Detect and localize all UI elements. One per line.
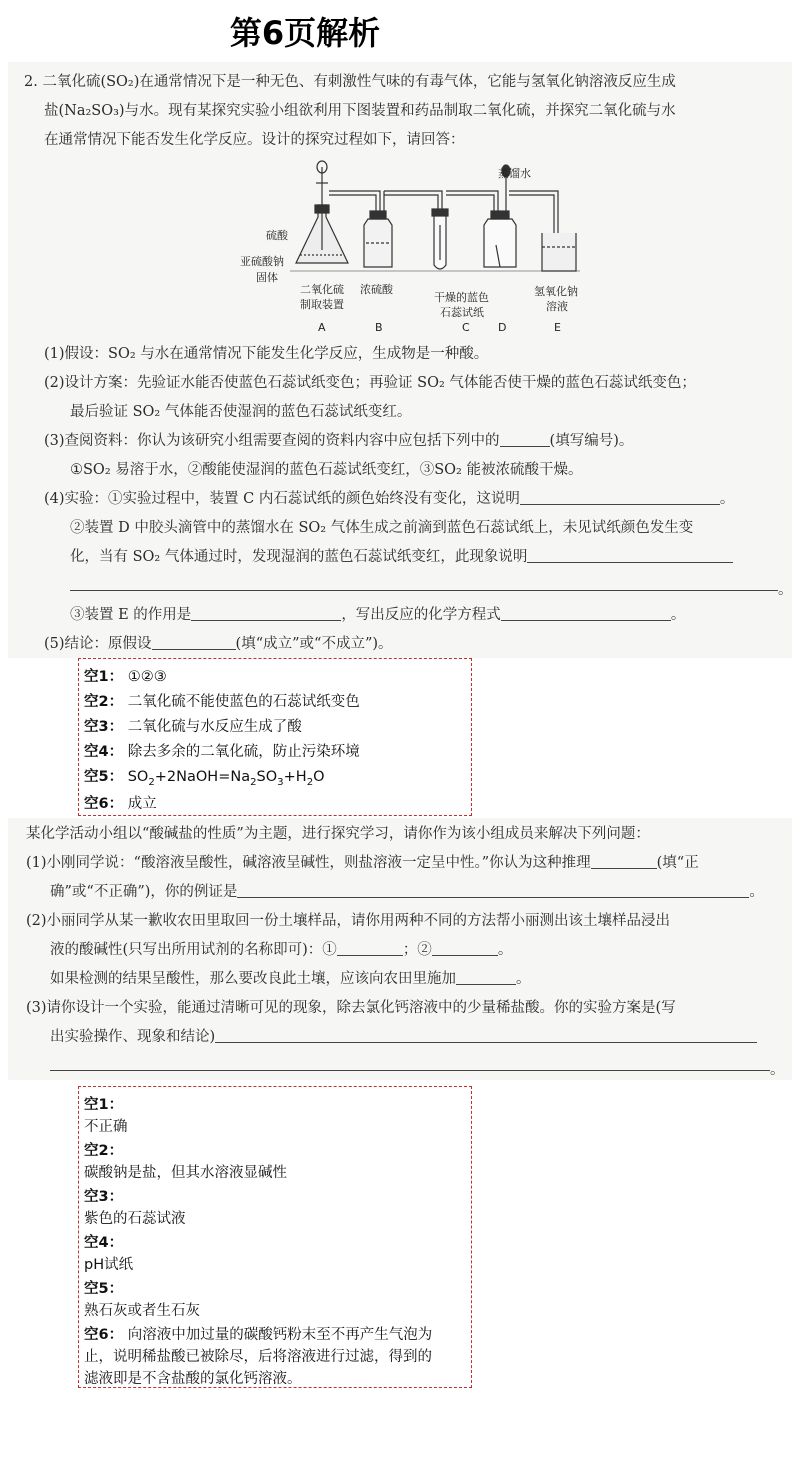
answer-label: 空5： xyxy=(84,769,124,785)
answer-label: 空4： xyxy=(84,1235,124,1251)
q2-part-2c-text: 如果检测的结果呈酸性，那么要改良此土壤，应该向农田里施加 xyxy=(50,971,456,987)
q1-part-3b: ①SO₂ 易溶于水，②酸能使湿润的蓝色石蕊试纸变红，③SO₂ 能被浓硫酸干燥。 xyxy=(70,462,583,478)
q2-intro: 某化学活动小组以“酸碱盐的性质”为主题，进行探究学习，请你作为该小组成员来解决下列问题： xyxy=(26,826,650,842)
q2-part-1a-pre: (1)小刚同学说：“酸溶液呈酸性，碱溶液呈碱性，则盐溶液一定呈中性。”你认为这种推理 xyxy=(26,855,591,871)
answer-2-2-label xyxy=(84,1139,123,1160)
blank-5 xyxy=(501,603,671,621)
blank-9 xyxy=(337,938,403,956)
q1-part-4c-text: 化，当有 SO₂ 气体通过时，发现湿润的蓝色石蕊试纸变红，此现象说明 xyxy=(70,549,528,565)
q2-part-3b xyxy=(50,1023,757,1052)
label-letter-a: A xyxy=(318,321,326,334)
q1-part-4c xyxy=(70,543,733,572)
blank-11 xyxy=(456,967,516,985)
apparatus-figure xyxy=(230,155,600,340)
q2-part-2b-pre: 液的酸碱性(只写出所用试剂的名称即可)：① xyxy=(50,942,337,958)
apparatus-drawing xyxy=(230,155,600,340)
answer-1-4 xyxy=(84,740,360,761)
answer-label: 空5： xyxy=(84,1281,124,1297)
q1-part-5 xyxy=(44,630,393,659)
label-sodium-sulfite: 亚硫酸钠 xyxy=(240,255,284,268)
q2-part-1a-post: (填“正 xyxy=(656,855,699,871)
answer-label: 空4： xyxy=(84,744,124,760)
q1-part-3a-post: (填写编号)。 xyxy=(549,433,634,449)
blank-12-continued xyxy=(50,1070,770,1071)
q1-part-1: (1)假设：SO₂ 与水在通常情况下能发生化学反应，生成物是一种酸。 xyxy=(44,346,489,362)
label-dry-paper-1: 干燥的蓝色 xyxy=(434,291,489,304)
q1-part-5-post: (填“成立”或“不成立”)。 xyxy=(235,636,393,652)
answer-2-3-label xyxy=(84,1185,123,1206)
q1-part-2b: 最后验证 SO₂ 气体能否使湿润的蓝色石蕊试纸变红。 xyxy=(70,404,412,420)
answer-text: ①②③ xyxy=(127,669,167,685)
q1-intro-line-1: 2. 二氧化硫(SO₂)在通常情况下是一种无色、有刺激性气味的有毒气体，它能与氢氧化钠溶液反应生成 xyxy=(24,74,676,90)
answer-label: 空2： xyxy=(84,694,124,710)
label-distilled-water: 蒸馏水 xyxy=(498,167,531,180)
answer-1-1 xyxy=(84,665,167,686)
blank-6 xyxy=(152,632,236,650)
label-naoh-1: 氢氧化钠 xyxy=(534,285,578,298)
answer-label: 空2： xyxy=(84,1143,124,1159)
answer-label: 空1： xyxy=(84,669,124,685)
blank-12-period: 。 xyxy=(770,1062,785,1078)
q2-part-2b: 液的酸碱性(只写出所用试剂的名称即可)：① ；② 。 xyxy=(50,936,512,965)
answer-2-1-text: 不正确 xyxy=(84,1119,128,1135)
q1-part-2a: (2)设计方案：先验证水能否使蓝色石蕊试纸变色；再验证 SO₂ 气体能否使干燥的蓝色石蕊试纸变色； xyxy=(44,375,696,391)
answer-text: 成立 xyxy=(127,796,157,812)
answer-label: 空3： xyxy=(84,719,124,735)
answer-2-1-label xyxy=(84,1093,123,1114)
answer-2-3-text: 紫色的石蕊试液 xyxy=(84,1211,186,1227)
answer-1-5 xyxy=(84,765,325,788)
q2-part-2b-mid: ；② xyxy=(402,942,432,958)
label-naoh-2: 溶液 xyxy=(546,300,568,313)
q2-part-1a xyxy=(26,849,699,878)
answer-box-2 xyxy=(78,1086,472,1388)
answer-2-2-text: 碳酸钠是盐，但其水溶液显碱性 xyxy=(84,1165,287,1181)
label-letter-b: B xyxy=(375,321,383,334)
answer-label: 空6： xyxy=(84,1327,124,1343)
q1-part-3a xyxy=(44,427,633,456)
q2-part-1b-text: 确”或“不正确”)，你的例证是 xyxy=(50,884,238,900)
q2-part-3b-text: 出实验操作、现象和结论) xyxy=(50,1029,216,1045)
q1-part-4e-mid: ，写出反应的化学方程式 xyxy=(341,607,501,623)
answer-label: 空1： xyxy=(84,1097,124,1113)
answer-label: 空3： xyxy=(84,1189,124,1205)
answer-2-4-label xyxy=(84,1231,123,1252)
label-so2-device-1: 二氧化硫 xyxy=(300,283,344,296)
label-letter-c: C xyxy=(462,321,470,334)
blank-3 xyxy=(527,545,733,563)
q1-part-3a-pre: (3)查阅资料：你认为该研究小组需要查阅的资料内容中应包括下列中的 xyxy=(44,433,500,449)
blank-7 xyxy=(591,851,657,869)
q1-part-4e-pre: ③装置 E 的作用是 xyxy=(70,607,192,623)
q1-intro-line-3: 在通常情况下能否发生化学反应。设计的探究过程如下，请回答： xyxy=(44,132,465,148)
answer-2-5-label xyxy=(84,1277,123,1298)
answer-1-6 xyxy=(84,792,157,813)
blank-4 xyxy=(191,603,341,621)
answer-text: 除去多余的二氧化硫，防止污染环境 xyxy=(127,744,360,760)
q2-part-2c: 如果检测的结果呈酸性，那么要改良此土壤，应该向农田里施加 。 xyxy=(50,965,531,994)
q1-part-4b: ②装置 D 中胶头滴管中的蒸馏水在 SO₂ 气体生成之前滴到蓝色石蕊试纸上，未见试纸颜色发生变 xyxy=(70,520,694,536)
answer-1-2 xyxy=(84,690,360,711)
q1-part-5-pre: (5)结论：原假设 xyxy=(44,636,152,652)
answer-2-6-line-2: 止，说明稀盐酸已被除尽，后将溶液进行过滤，得到的 xyxy=(84,1349,432,1365)
answer-2-6-line-3: 滤液即是不含盐酸的氯化钙溶液。 xyxy=(84,1371,302,1387)
label-conc-acid: 浓硫酸 xyxy=(360,283,393,296)
answer-text: 二氧化硫与水反应生成了酸 xyxy=(127,719,302,735)
label-sulfuric-acid: 硫酸 xyxy=(266,229,288,242)
q1-part-4a: (4)实验：①实验过程中，装置 C 内石蕊试纸的颜色始终没有变化，这说明 。 xyxy=(44,485,734,514)
answer-2-5-text: 熟石灰或者生石灰 xyxy=(84,1303,200,1319)
q2-part-1b: 确”或“不正确”)，你的例证是 。 xyxy=(50,878,764,907)
page-title: 第6页解析 xyxy=(229,14,381,52)
blank-1 xyxy=(500,429,550,447)
label-solid: 固体 xyxy=(256,271,278,284)
blank-3-period: 。 xyxy=(778,582,793,598)
answer-text-equation: $SO_2+2NaOH=Na_2SO_3+H_2O$ xyxy=(127,769,325,788)
answer-2-6-line-1 xyxy=(84,1323,432,1344)
blank-8 xyxy=(237,880,749,898)
q2-part-2a: (2)小丽同学从某一歉收农田里取回一份土壤样品，请你用两种不同的方法帮小丽测出该土壤样品浸出 xyxy=(26,913,671,929)
blank-2 xyxy=(520,487,720,505)
answer-2-4-text: pH试纸 xyxy=(84,1257,134,1273)
q1-part-4e: ③装置 E 的作用是 ，写出反应的化学方程式 。 xyxy=(70,601,685,630)
answer-box-1 xyxy=(78,658,472,816)
answer-text: 向溶液中加过量的碳酸钙粉末至不再产生气泡为 xyxy=(127,1327,433,1343)
answer-text: 二氧化硫不能使蓝色的石蕊试纸变色 xyxy=(127,694,360,710)
q1-intro-line-2: 盐(Na₂SO₃)与水。现有某探究实验小组欲利用下图装置和药品制取二氧化硫，并探究二氧化硫与水 xyxy=(44,103,676,119)
label-letter-d: D xyxy=(498,321,507,334)
blank-3-continued xyxy=(70,590,778,591)
q1-part-4a-text: (4)实验：①实验过程中，装置 C 内石蕊试纸的颜色始终没有变化，这说明 xyxy=(44,491,520,507)
q2-part-3a: (3)请你设计一个实验，能通过清晰可见的现象，除去氯化钙溶液中的少量稀盐酸。你的实验方案是(写 xyxy=(26,1000,676,1016)
blank-12 xyxy=(215,1025,757,1043)
blank-10 xyxy=(432,938,498,956)
answer-1-3 xyxy=(84,715,302,736)
label-letter-e: E xyxy=(554,321,561,334)
label-dry-paper-2: 石蕊试纸 xyxy=(440,306,484,319)
answer-label: 空6： xyxy=(84,796,124,812)
label-so2-device-2: 制取装置 xyxy=(300,298,344,311)
